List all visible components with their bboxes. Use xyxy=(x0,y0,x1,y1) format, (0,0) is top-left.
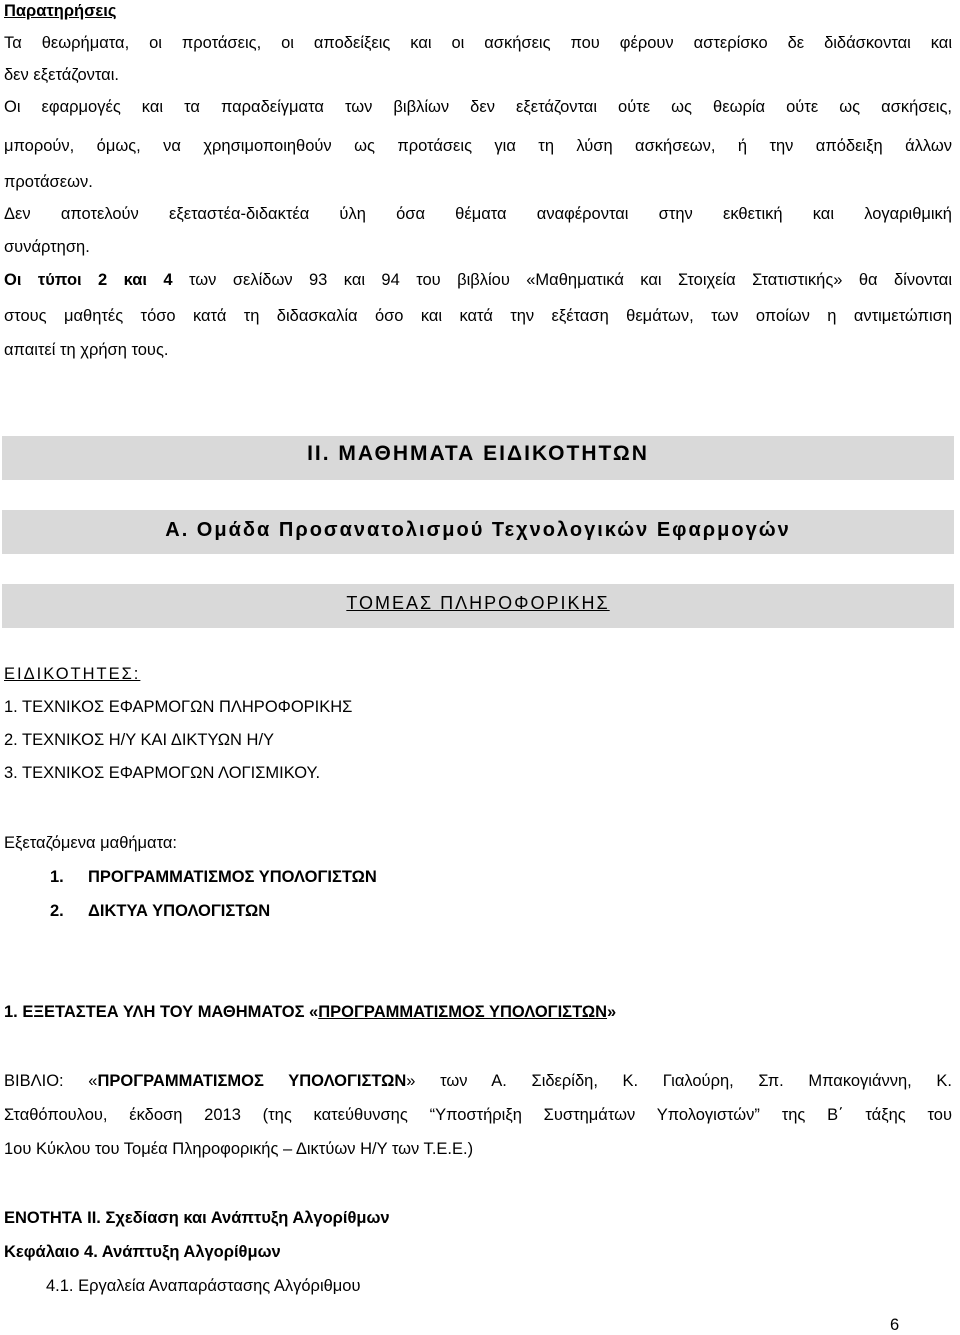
note-1-line-1: Τα θεωρήματα, οι προτάσεις, οι αποδείξεις και οι ασκήσεις που φέρουν αστερίσκο δε διδάσκονται και xyxy=(4,34,952,52)
book-authors: » των Α. Σιδερίδη, Κ. Γιαλούρη, Σπ. Μπακογιάννη, Κ. xyxy=(406,1072,952,1090)
course-2-name: ΔΙΚΤΥΑ ΥΠΟΛΟΓΙΣΤΩΝ xyxy=(88,902,271,920)
syllabus-heading-prefix: 1. ΕΞΕΤΑΣΤΕΑ ΥΛΗ ΤΟΥ ΜΑΘΗΜΑΤΟΣ « xyxy=(4,1003,319,1021)
course-1-name: ΠΡΟΓΡΑΜΜΑΤΙΣΜΟΣ ΥΠΟΛΟΓΙΣΤΩΝ xyxy=(88,868,377,886)
note-4-line-1 xyxy=(4,271,952,290)
notes-heading: Παρατηρήσεις xyxy=(4,2,117,20)
chapter-heading: Κεφάλαιο 4. Ανάπτυξη Αλγορίθμων xyxy=(4,1243,281,1261)
sector-title: ΤΟΜΕΑΣ ΠΛΗΡΟΦΟΡΙΚΗΣ xyxy=(346,593,610,613)
book-prefix: ΒΙΒΛΙΟ: « xyxy=(4,1072,98,1090)
specialty-1: 1. ΤΕΧΝΙΚΟΣ ΕΦΑΡΜΟΓΩΝ ΠΛΗΡΟΦΟΡΙΚΗΣ xyxy=(4,698,353,716)
course-2-number: 2. xyxy=(50,902,64,920)
note-3-line-2: συνάρτηση. xyxy=(4,238,90,256)
book-line-2: Σταθόπουλου, έκδοση 2013 (της κατεύθυνσης “Υποστήριξη Συστημάτων Υπολογιστών” της Β΄ τάξης του xyxy=(4,1106,952,1124)
note-2-line-2: μπορούν, όμως, να χρησιμοποιηθούν ως προτάσεις για τη λύση ασκήσεων, ή την απόδειξη άλλων xyxy=(4,137,952,155)
note-1-line-2: δεν εξετάζονται. xyxy=(4,66,119,84)
page-number: 6 xyxy=(890,1316,900,1334)
group-title: Α. Ομάδα Προσανατολισμού Τεχνολογικών Εφαρμογών xyxy=(165,519,791,541)
specialty-2: 2. ΤΕΧΝΙΚΟΣ Η/Υ ΚΑΙ ΔΙΚΤΥΩΝ Η/Υ xyxy=(4,731,275,749)
section-title: ΙΙ. ΜΑΘΗΜΑΤΑ ΕΙΔΙΚΟΤΗΤΩΝ xyxy=(307,442,649,465)
note-3-line-1: Δεν αποτελούν εξεταστέα-διδακτέα ύλη όσα θέματα αναφέρονται στην εκθετική και λογαριθμική xyxy=(4,205,952,223)
syllabus-heading-course: ΠΡΟΓΡΑΜΜΑΤΙΣΜΟΣ ΥΠΟΛΟΓΙΣΤΩΝ xyxy=(318,1003,608,1021)
book-title: ΠΡΟΓΡΑΜΜΑΤΙΣΜΟΣ ΥΠΟΛΟΓΙΣΤΩΝ xyxy=(97,1072,407,1090)
note-4-line-2: στους μαθητές τόσο κατά τη διδασκαλία όσο και κατά την εξέταση θεμάτων, των οποίων η αντιμετώπιση xyxy=(4,307,952,325)
course-1-number: 1. xyxy=(50,868,64,886)
syllabus-heading-suffix: » xyxy=(607,1003,617,1021)
unit-heading: ΕΝΟΤΗΤΑ ΙΙ. Σχεδίαση και Ανάπτυξη Αλγορίθμων xyxy=(4,1209,390,1227)
note-4-line-1-rest: των σελίδων 93 και 94 του βιβλίου «Μαθηματικά και Στοιχεία Στατιστικής» θα δίνονται xyxy=(172,271,953,289)
courses-label: Εξεταζόμενα μαθήματα: xyxy=(4,834,178,852)
note-4-line-3: απαιτεί τη χρήση τους. xyxy=(4,341,169,359)
syllabus-heading xyxy=(4,1003,616,1022)
book-line-1 xyxy=(4,1072,952,1091)
book-line-3: 1ου Κύκλου του Τομέα Πληροφορικής – Δικτύων Η/Υ των Τ.Ε.Ε.) xyxy=(4,1140,474,1158)
specialties-label: ΕΙΔΙΚΟΤΗΤΕΣ: xyxy=(4,665,141,683)
note-2-line-1: Οι εφαρμογές και τα παραδείγματα των βιβλίων δεν εξετάζονται ούτε ως θεωρία ούτε ως ασκήσεις, xyxy=(4,98,952,116)
note-2-line-3: προτάσεων. xyxy=(4,173,93,191)
note-4-formulas: Οι τύποι 2 και 4 xyxy=(4,271,173,289)
specialty-3: 3. ΤΕΧΝΙΚΟΣ ΕΦΑΡΜΟΓΩΝ ΛΟΓΙΣΜΙΚΟΥ. xyxy=(4,764,321,782)
subsection-item: 4.1. Εργαλεία Αναπαράστασης Αλγόριθμου xyxy=(46,1277,361,1295)
